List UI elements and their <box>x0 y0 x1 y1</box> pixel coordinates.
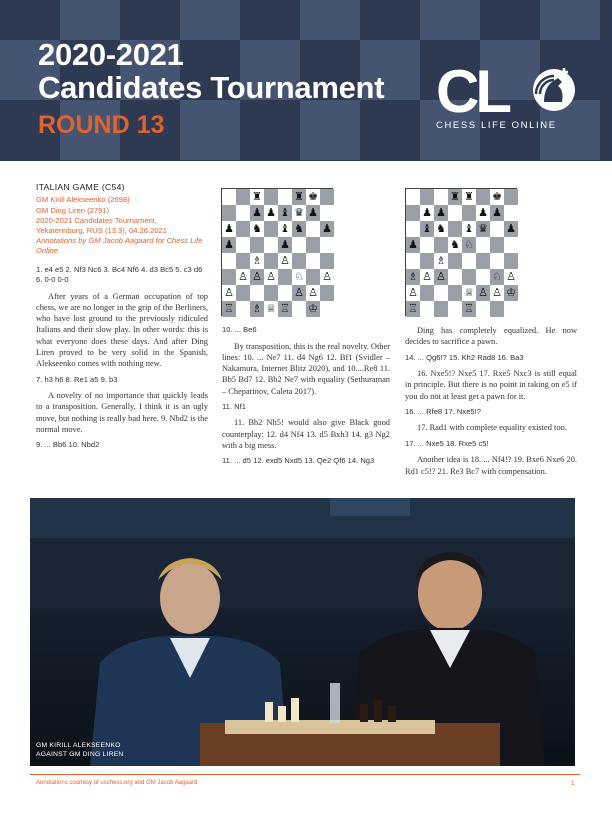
banner-square <box>420 0 480 40</box>
board-square <box>320 189 334 205</box>
board-square <box>462 205 476 221</box>
board-square <box>320 221 334 237</box>
chess-piece-icon: ♙ <box>280 254 290 267</box>
chess-piece-icon: ♙ <box>436 270 446 283</box>
board-square <box>448 189 462 205</box>
board-square <box>264 189 278 205</box>
chess-diagram-1 <box>221 188 333 316</box>
board-square <box>306 269 320 285</box>
black-player: GM Ding Liren (2791) <box>36 205 110 215</box>
board-square <box>236 189 250 205</box>
board-square <box>236 285 250 301</box>
moves-2: 11. Nf1 <box>222 401 246 411</box>
board-square <box>306 301 320 317</box>
paragraph: 17. Rad1 with complete equality existed too. <box>417 423 567 433</box>
board-square <box>306 205 320 221</box>
board-square <box>448 285 462 301</box>
chess-piece-icon: ♗ <box>252 302 262 315</box>
board-square <box>420 237 434 253</box>
chess-piece-icon: ♟ <box>506 222 516 235</box>
board-square <box>292 205 306 221</box>
board-square <box>406 237 420 253</box>
board-square <box>504 205 518 221</box>
moves-1: 10. ... Be6 <box>222 325 257 334</box>
board-square <box>434 301 448 317</box>
chess-piece-icon: ♜ <box>464 190 474 203</box>
chess-piece-icon: ♗ <box>436 254 446 267</box>
annotator <box>36 236 208 256</box>
board-square <box>292 269 306 285</box>
chess-piece-icon: ♙ <box>506 270 516 283</box>
chess-piece-icon: ♝ <box>280 206 290 219</box>
board-square <box>278 205 292 221</box>
board-square <box>222 205 236 221</box>
board-square <box>320 269 334 285</box>
board-square <box>406 221 420 237</box>
board-square <box>504 269 518 285</box>
board-square <box>406 189 420 205</box>
chess-piece-icon: ♘ <box>492 270 502 283</box>
board-square <box>476 301 490 317</box>
board-square <box>250 221 264 237</box>
board-square <box>504 237 518 253</box>
board-square <box>462 269 476 285</box>
chess-piece-icon: ♝ <box>280 222 290 235</box>
chess-piece-icon: ♖ <box>408 302 418 315</box>
board-square <box>236 269 250 285</box>
board-square <box>490 237 504 253</box>
board-square <box>222 269 236 285</box>
chess-piece-icon: ♝ <box>422 222 432 235</box>
footer-credit: Annotations courtesy of uschess.org and GM Jacob Aagaard <box>36 780 198 786</box>
moves-2: 16. ... Rfe8 17. Nxe5!? <box>405 406 481 416</box>
board-square <box>490 205 504 221</box>
board-square <box>448 253 462 269</box>
paragraph: A novelty of no importance that quickly leads to a transposition. Generally, I think it is an ugly move, but nothing is really bad here. 9. Nbd2 is the normal move. <box>36 391 208 434</box>
title-line-2: Candidates Tournament <box>38 70 385 105</box>
board-square <box>278 269 292 285</box>
board-square <box>462 253 476 269</box>
board-square <box>476 269 490 285</box>
round-label: ROUND 13 <box>38 111 165 139</box>
footer-rule <box>30 774 580 775</box>
game-photo <box>30 498 575 766</box>
board-square <box>278 285 292 301</box>
moves-3: 11. ... d5 12. exd5 Nxd5 13. Qe2 Qf6 14. Ng3 <box>222 456 375 466</box>
board-square <box>476 253 490 269</box>
board-square <box>250 269 264 285</box>
chess-piece-icon: ♟ <box>322 222 332 235</box>
chess-piece-icon: ♞ <box>252 222 262 235</box>
chess-piece-icon: ♛ <box>294 206 304 219</box>
header-banner <box>0 0 612 161</box>
board-square <box>264 221 278 237</box>
board-square <box>448 269 462 285</box>
chess-piece-icon: ♙ <box>322 270 332 283</box>
board-square <box>278 189 292 205</box>
board-square <box>306 237 320 253</box>
chess-piece-icon: ♟ <box>492 206 502 219</box>
board-square <box>264 269 278 285</box>
chess-piece-icon: ♘ <box>294 270 304 283</box>
board-square <box>490 269 504 285</box>
board-square <box>222 301 236 317</box>
chess-piece-icon: ♟ <box>224 238 234 251</box>
chess-piece-icon: ♙ <box>238 270 248 283</box>
opening-title: ITALIAN GAME (C54) <box>36 182 125 192</box>
board-square <box>320 301 334 317</box>
moves-3: 17. ... Nxe5 18. Rxe5 c5! <box>405 438 489 448</box>
board-square <box>448 237 462 253</box>
board-square <box>434 205 448 221</box>
board-square <box>250 285 264 301</box>
chess-piece-icon: ♙ <box>224 286 234 299</box>
paragraph: 16. Nxe5!? Nxe5 17. Rxe5 Nxc3 is still equal in principle. But there is no point in taking on e5 if you do not at least get a pawn for it. <box>405 369 577 401</box>
board-square <box>476 189 490 205</box>
column-3 <box>405 325 577 482</box>
board-square <box>406 205 420 221</box>
chess-piece-icon: ♔ <box>308 302 318 315</box>
chess-piece-icon: ♚ <box>492 190 502 203</box>
board-square <box>406 301 420 317</box>
board-square <box>420 285 434 301</box>
board-square <box>320 285 334 301</box>
players-photo-illustration <box>30 498 575 766</box>
logo-knight-icon <box>530 64 578 114</box>
moves-1: 1. e4 e5 2. Nf3 Nc6 3. Bc4 Nf6 4. d3 Bc5 5. c3 d6 6. 0-0 0-0 <box>36 264 203 285</box>
annotator-text: Annotations by GM Jacob Aagaard for Chess Life Online <box>36 236 203 256</box>
board-square <box>462 221 476 237</box>
title-line-1: 2020-2021 <box>38 37 184 72</box>
moves-3: 9. ... Bb6 10. Nbd2 <box>36 440 100 450</box>
chess-piece-icon: ♝ <box>464 222 474 235</box>
board-square <box>236 237 250 253</box>
board-square <box>292 253 306 269</box>
board-square <box>222 253 236 269</box>
chess-piece-icon: ♟ <box>408 238 418 251</box>
board-square <box>264 237 278 253</box>
board-square <box>292 237 306 253</box>
chess-piece-icon: ♟ <box>266 206 276 219</box>
chess-piece-icon: ♞ <box>436 222 446 235</box>
board-square <box>250 237 264 253</box>
chess-piece-icon: ♜ <box>450 190 460 203</box>
chess-piece-icon: ♕ <box>464 286 474 299</box>
board-square <box>490 221 504 237</box>
paragraph: By transposition, this is the real novelty. Other lines: 10. ... Ne7 11. d4 Ng6 12. Bf1 (Svidler – Nakamura, Internet Blitz 2020), and 10....Re8 11. Bb5 Bd7 12. Bb2 Ne7 with equality (Sethuraman – Cheparinov, Caleta 2017). <box>222 341 390 396</box>
logo-subtitle: CHESS LIFE ONLINE <box>436 120 557 131</box>
board-square <box>434 221 448 237</box>
board-grid <box>221 188 333 316</box>
chess-life-online-logo <box>436 58 586 142</box>
board-square <box>504 189 518 205</box>
board-square <box>490 301 504 317</box>
chess-piece-icon: ♖ <box>280 302 290 315</box>
banner-square <box>300 0 360 40</box>
board-square <box>420 221 434 237</box>
board-grid <box>405 188 517 316</box>
column-1 <box>36 182 208 456</box>
board-square <box>264 301 278 317</box>
chess-piece-icon: ♙ <box>492 286 502 299</box>
board-square <box>462 237 476 253</box>
chess-piece-icon: ♗ <box>408 270 418 283</box>
chess-piece-icon: ♜ <box>294 190 304 203</box>
board-square <box>292 189 306 205</box>
page-number: 1 <box>571 780 575 787</box>
location: Yekaterinburg, RUS (13.3), 04.26.2021 <box>36 225 168 235</box>
banner-square <box>300 100 360 160</box>
board-square <box>222 285 236 301</box>
board-square <box>434 189 448 205</box>
board-square <box>250 301 264 317</box>
board-square <box>434 253 448 269</box>
chess-piece-icon: ♟ <box>422 206 432 219</box>
chess-piece-icon: ♟ <box>280 238 290 251</box>
board-square <box>222 189 236 205</box>
board-square <box>406 253 420 269</box>
board-square <box>434 269 448 285</box>
banner-square <box>180 100 240 160</box>
caption-line-2: AGAINST GM DING LIREN <box>36 750 124 758</box>
board-square <box>278 253 292 269</box>
board-square <box>306 221 320 237</box>
chess-piece-icon: ♟ <box>224 222 234 235</box>
chess-piece-icon: ♖ <box>464 302 474 315</box>
board-square <box>236 205 250 221</box>
board-square <box>236 221 250 237</box>
board-square <box>222 237 236 253</box>
chess-piece-icon: ♙ <box>252 270 262 283</box>
board-square <box>320 237 334 253</box>
board-square <box>406 269 420 285</box>
paragraph: Ding has completely equalized. He now decides to sacrifice a pawn. <box>405 326 577 347</box>
chess-piece-icon: ♟ <box>308 206 318 219</box>
board-square <box>264 205 278 221</box>
board-square <box>420 189 434 205</box>
board-square <box>476 205 490 221</box>
board-square <box>250 205 264 221</box>
chess-piece-icon: ♙ <box>408 286 418 299</box>
chess-piece-icon: ♕ <box>266 302 276 315</box>
chess-piece-icon: ♞ <box>450 238 460 251</box>
board-square <box>462 301 476 317</box>
column-2 <box>222 325 390 472</box>
chess-piece-icon: ♚ <box>308 190 318 203</box>
board-square <box>490 253 504 269</box>
board-square <box>504 253 518 269</box>
chess-piece-icon: ♗ <box>252 254 262 267</box>
board-square <box>236 301 250 317</box>
board-square <box>278 237 292 253</box>
chess-piece-icon: ♙ <box>294 286 304 299</box>
board-square <box>504 301 518 317</box>
chess-piece-icon: ♘ <box>464 238 474 251</box>
board-square <box>504 221 518 237</box>
paragraph: 11. Bb2 Nh5! would also give Black good counterplay: 12. d4 Nf4 13. d5 Bxh3 14. g3 Ng2 with a big mess. <box>222 418 390 451</box>
chess-piece-icon: ♙ <box>478 286 488 299</box>
moves-2: 7. h3 h6 8. Re1 a5 9. b3 <box>36 374 118 384</box>
board-square <box>250 189 264 205</box>
board-square <box>306 285 320 301</box>
banner-square <box>540 0 600 40</box>
board-square <box>504 285 518 301</box>
moves-1: 14. ... Qg6!? 15. Kh2 Rad8 16. Ba3 <box>405 352 524 362</box>
chess-piece-icon: ♛ <box>478 222 488 235</box>
caption-line-1: GM KIRILL ALEKSEENKO <box>36 742 121 749</box>
chess-piece-icon: ♟ <box>478 206 488 219</box>
board-square <box>222 221 236 237</box>
board-square <box>278 301 292 317</box>
board-square <box>462 189 476 205</box>
chess-piece-icon: ♙ <box>308 286 318 299</box>
banner-square <box>60 0 120 40</box>
chess-diagram-2 <box>405 188 517 316</box>
board-square <box>292 285 306 301</box>
board-square <box>250 253 264 269</box>
photo-caption <box>36 742 124 759</box>
chess-piece-icon: ♟ <box>436 206 446 219</box>
board-square <box>448 301 462 317</box>
white-player: GM Kirill Alekseenko (2698) <box>36 195 130 205</box>
paragraph: After years of a German occupation of top chess, we are no longer in the grip of the Berliners, who have lost ground to the previously ridiculed Italians and their slow play. In other words: this is what everyone does these days. And after Ding Liren proved to be very solid in the Spanish, Alekseenko comes with nothing new. <box>36 291 208 369</box>
board-square <box>264 253 278 269</box>
chess-piece-icon: ♜ <box>252 190 262 203</box>
paragraph: Another idea is 18. ... Nf4!? 19. Bxe6 Nxe6 20. Rd1 c5!? 21. Re3 Bc7 with compensation. <box>405 455 577 476</box>
board-square <box>264 285 278 301</box>
board-square <box>476 237 490 253</box>
board-square <box>476 285 490 301</box>
board-square <box>406 285 420 301</box>
chess-piece-icon: ♞ <box>294 222 304 235</box>
board-square <box>320 253 334 269</box>
board-square <box>292 221 306 237</box>
board-square <box>490 189 504 205</box>
chess-piece-icon: ♖ <box>224 302 234 315</box>
board-square <box>292 301 306 317</box>
game-meta <box>36 195 208 256</box>
board-square <box>236 253 250 269</box>
board-square <box>476 221 490 237</box>
board-square <box>420 205 434 221</box>
chess-piece-icon: ♙ <box>422 270 432 283</box>
board-square <box>434 237 448 253</box>
event: 2020-2021 Candidates Tournament, <box>36 215 158 225</box>
board-square <box>420 253 434 269</box>
chess-piece-icon: ♟ <box>252 206 262 219</box>
chess-piece-icon: ♙ <box>266 270 276 283</box>
board-square <box>448 221 462 237</box>
board-square <box>434 285 448 301</box>
board-square <box>490 285 504 301</box>
board-square <box>420 301 434 317</box>
banner-square <box>180 0 240 40</box>
board-square <box>278 221 292 237</box>
board-square <box>306 253 320 269</box>
board-square <box>448 205 462 221</box>
board-square <box>306 189 320 205</box>
board-square <box>320 205 334 221</box>
board-square <box>462 285 476 301</box>
chess-piece-icon: ♔ <box>506 286 516 299</box>
board-square <box>420 269 434 285</box>
logo-letters: CL <box>436 58 508 125</box>
